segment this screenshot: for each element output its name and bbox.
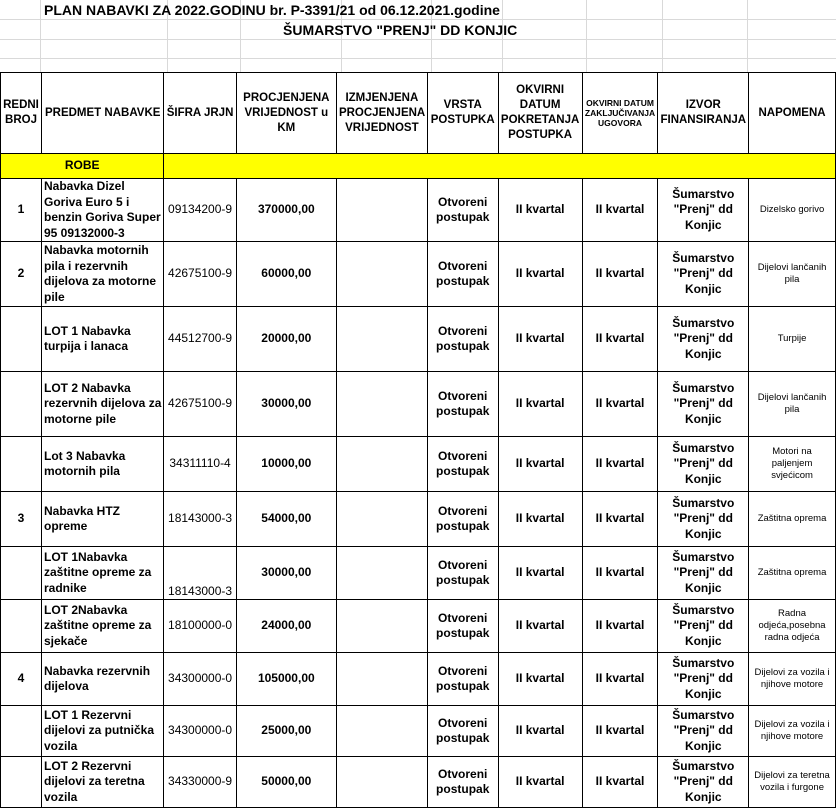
row-pokretanje: II kvartal (498, 706, 582, 757)
row-izmjena (336, 179, 427, 242)
row-izvor: Šumarstvo "Prenj" dd Konjic (658, 757, 749, 808)
row-vrijednost: 50000,00 (236, 757, 336, 808)
row-zakljucivanje: II kvartal (582, 307, 658, 372)
row-izmjena (336, 757, 427, 808)
header-predmet: PREDMET NABAVKE (41, 73, 163, 154)
header-sifra: ŠIFRA JRJN (164, 73, 236, 154)
row-pokretanje: II kvartal (498, 372, 582, 437)
section-label: ROBE (1, 154, 164, 179)
row-sifra: 18143000-3 (164, 547, 236, 600)
header-procijenjena: PROCJENJENA VRIJEDNOST u KM (236, 73, 336, 154)
row-napomena: Dijelovi za vozila i njihove motore (749, 653, 836, 706)
row-zakljucivanje: II kvartal (582, 600, 658, 653)
row-number: 4 (1, 653, 42, 706)
row-sifra: 44512700-9 (164, 307, 236, 372)
table-row (1, 706, 836, 757)
table-row (1, 547, 836, 600)
row-napomena: Motori na paljenjem svjećicom (749, 437, 836, 492)
row-predmet: Lot 3 Nabavka motornih pila (41, 437, 163, 492)
row-izvor: Šumarstvo "Prenj" dd Konjic (658, 307, 749, 372)
page-title: PLAN NABAVKI ZA 2022.GODINU br. P-3391/21 od 06.12.2021.godine (44, 2, 500, 18)
gridline (0, 19, 836, 20)
header-vrsta: VRSTA POSTUPKA (427, 73, 498, 154)
row-predmet: LOT 2 Nabavka rezervnih dijelova za motorne pile (41, 372, 163, 437)
row-izvor: Šumarstvo "Prenj" dd Konjic (658, 547, 749, 600)
row-pokretanje: II kvartal (498, 179, 582, 242)
row-vrsta: Otvoreni postupak (427, 437, 498, 492)
row-pokretanje: II kvartal (498, 547, 582, 600)
row-sifra: 42675100-9 (164, 242, 236, 307)
row-number (1, 547, 42, 600)
row-vrsta: Otvoreni postupak (427, 307, 498, 372)
table-row (1, 757, 836, 808)
row-pokretanje: II kvartal (498, 653, 582, 706)
row-izvor: Šumarstvo "Prenj" dd Konjic (658, 372, 749, 437)
row-vrsta: Otvoreni postupak (427, 547, 498, 600)
row-vrijednost: 30000,00 (236, 547, 336, 600)
row-vrsta: Otvoreni postupak (427, 600, 498, 653)
table-row (1, 600, 836, 653)
row-number (1, 600, 42, 653)
row-izvor: Šumarstvo "Prenj" dd Konjic (658, 653, 749, 706)
row-number: 1 (1, 179, 42, 242)
row-napomena: Zaštitna oprema (749, 492, 836, 547)
gridline (747, 0, 748, 72)
header-napomena: NAPOMENA (749, 73, 836, 154)
row-vrijednost: 24000,00 (236, 600, 336, 653)
row-napomena: Zaštitna oprema (749, 547, 836, 600)
row-izmjena (336, 307, 427, 372)
row-vrijednost: 25000,00 (236, 706, 336, 757)
row-number (1, 706, 42, 757)
header-izmjenjena: IZMJENJENA PROCJENJENA VRIJEDNOST (336, 73, 427, 154)
row-napomena: Dizelsko gorivo (749, 179, 836, 242)
row-vrsta: Otvoreni postupak (427, 492, 498, 547)
gridline (0, 39, 836, 40)
row-predmet: LOT 2Nabavka zaštitne opreme za sjekače (41, 600, 163, 653)
row-napomena: Dijelovi lančanih pila (749, 242, 836, 307)
row-sifra: 34300000-0 (164, 653, 236, 706)
gridline (0, 58, 836, 59)
row-predmet: LOT 1Nabavka zaštitne opreme za radnike (41, 547, 163, 600)
row-zakljucivanje: II kvartal (582, 653, 658, 706)
row-pokretanje: II kvartal (498, 757, 582, 808)
row-napomena: Dijelovi lančanih pila (749, 372, 836, 437)
row-izvor: Šumarstvo "Prenj" dd Konjic (658, 706, 749, 757)
row-zakljucivanje: II kvartal (582, 706, 658, 757)
row-izmjena (336, 706, 427, 757)
row-izmjena (336, 242, 427, 307)
row-zakljucivanje: II kvartal (582, 179, 658, 242)
row-number (1, 757, 42, 808)
row-sifra: 34311110-4 (164, 437, 236, 492)
row-vrsta: Otvoreni postupak (427, 653, 498, 706)
gridline (586, 0, 587, 72)
row-napomena: Dijelovi za vozila i njihove motore (749, 706, 836, 757)
section-row (1, 154, 836, 179)
row-napomena: Dijelovi za teretna vozila i furgone (749, 757, 836, 808)
row-sifra: 34330000-9 (164, 757, 236, 808)
row-izmjena (336, 547, 427, 600)
row-izmjena (336, 492, 427, 547)
gridline (40, 0, 41, 72)
row-vrijednost: 54000,00 (236, 492, 336, 547)
row-zakljucivanje: II kvartal (582, 547, 658, 600)
row-sifra: 09134200-9 (164, 179, 236, 242)
row-predmet: Nabavka rezervnih dijelova (41, 653, 163, 706)
gridline (662, 0, 663, 72)
table-row (1, 653, 836, 706)
row-pokretanje: II kvartal (498, 492, 582, 547)
row-number (1, 307, 42, 372)
row-zakljucivanje: II kvartal (582, 492, 658, 547)
row-predmet: Nabavka HTZ opreme (41, 492, 163, 547)
row-napomena: Radna odjeća,posebna radna odjeća (749, 600, 836, 653)
row-vrsta: Otvoreni postupak (427, 242, 498, 307)
row-sifra: 34300000-0 (164, 706, 236, 757)
header-redni-broj: REDNI BROJ (1, 73, 42, 154)
row-number (1, 437, 42, 492)
procurement-table (0, 72, 836, 808)
header-okvirni-datum: OKVIRNI DATUM POKRETANJA POSTUPKA (498, 73, 582, 154)
row-predmet: Nabavka Dizel Goriva Euro 5 i benzin Goriva Super 95 09132000-3 (41, 179, 163, 242)
row-sifra: 42675100-9 (164, 372, 236, 437)
row-pokretanje: II kvartal (498, 600, 582, 653)
row-izmjena (336, 437, 427, 492)
row-izvor: Šumarstvo "Prenj" dd Konjic (658, 437, 749, 492)
row-zakljucivanje: II kvartal (582, 242, 658, 307)
row-izmjena (336, 653, 427, 706)
row-izmjena (336, 372, 427, 437)
row-zakljucivanje: II kvartal (582, 372, 658, 437)
row-vrsta: Otvoreni postupak (427, 179, 498, 242)
row-napomena: Turpije (749, 307, 836, 372)
row-vrijednost: 20000,00 (236, 307, 336, 372)
row-vrijednost: 60000,00 (236, 242, 336, 307)
row-vrsta: Otvoreni postupak (427, 706, 498, 757)
row-sifra: 18100000-0 (164, 600, 236, 653)
row-sifra: 18143000-3 (164, 492, 236, 547)
section-fill (164, 154, 836, 179)
header-okvirni-zakljucivanja: OKVIRNI DATUM ZAKLJUČIVANJA UGOVORA (582, 73, 658, 154)
row-izmjena (336, 600, 427, 653)
row-pokretanje: II kvartal (498, 437, 582, 492)
header-izvor: IZVOR FINANSIRANJA (658, 73, 749, 154)
row-zakljucivanje: II kvartal (582, 757, 658, 808)
row-predmet: LOT 1 Rezervni dijelovi za putnička vozila (41, 706, 163, 757)
row-number: 3 (1, 492, 42, 547)
row-vrijednost: 10000,00 (236, 437, 336, 492)
row-number: 2 (1, 242, 42, 307)
row-izvor: Šumarstvo "Prenj" dd Konjic (658, 492, 749, 547)
row-vrijednost: 30000,00 (236, 372, 336, 437)
table-row (1, 242, 836, 307)
row-number (1, 372, 42, 437)
row-vrsta: Otvoreni postupak (427, 757, 498, 808)
row-predmet: LOT 1 Nabavka turpija i lanaca (41, 307, 163, 372)
table-row (1, 492, 836, 547)
row-vrijednost: 370000,00 (236, 179, 336, 242)
row-izvor: Šumarstvo "Prenj" dd Konjic (658, 179, 749, 242)
row-zakljucivanje: II kvartal (582, 437, 658, 492)
table-row (1, 179, 836, 242)
table-row (1, 372, 836, 437)
header-row (1, 73, 836, 154)
row-izvor: Šumarstvo "Prenj" dd Konjic (658, 600, 749, 653)
page-subtitle: ŠUMARSTVO "PRENJ" DD KONJIC (283, 22, 518, 38)
row-vrijednost: 105000,00 (236, 653, 336, 706)
row-vrsta: Otvoreni postupak (427, 372, 498, 437)
row-pokretanje: II kvartal (498, 242, 582, 307)
row-predmet: LOT 2 Rezervni dijelovi za teretna vozila (41, 757, 163, 808)
table-row (1, 307, 836, 372)
row-pokretanje: II kvartal (498, 307, 582, 372)
table-row (1, 437, 836, 492)
row-izvor: Šumarstvo "Prenj" dd Konjic (658, 242, 749, 307)
row-predmet: Nabavka motornih pila i rezervnih dijelova za motorne pile (41, 242, 163, 307)
